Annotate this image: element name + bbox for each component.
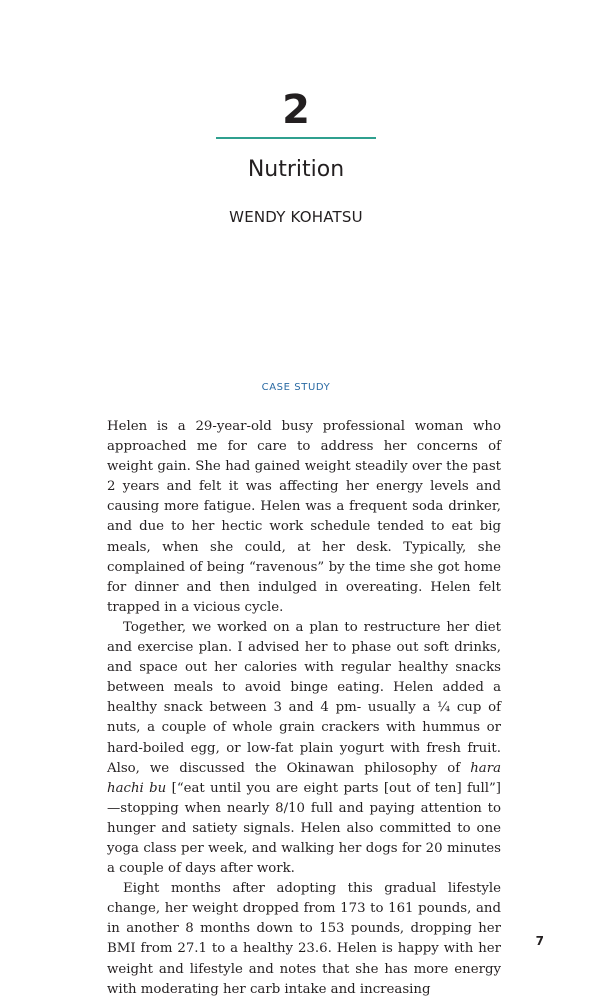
paragraph-2-text-b: [“eat until you are eight parts [out of ten] full”]—stopping when nearly 8/10 full and paying attention to hunger and satiety signals. Helen also committed to one yoga class per week, and walking her dogs for 20 minutes a couple of days after work. — [107, 780, 501, 877]
page-number: 7 — [535, 934, 544, 948]
paragraph-2-text-a: Together, we worked on a plan to restructure her diet and exercise plan. I advised her to phase out soft drinks, and space out her calories with regular healthy snacks between meals to avoid binge eating. Helen added a healthy snack between 3 and 4 pm- usually a ¼ cup of nuts, a couple of whole grain crackers with hummus or hard-boiled egg, or low-fat plain yogurt with fresh fruit. Also, we discussed the Okinawan philosophy of — [107, 619, 501, 776]
case-study-body — [107, 417, 501, 1000]
paragraph-2-italic-term: hara hachi bu — [107, 760, 501, 796]
chapter-number: 2 — [282, 87, 310, 133]
chapter-divider — [216, 137, 376, 139]
chapter-title: Nutrition — [247, 157, 345, 182]
case-study-label: CASE STUDY — [261, 382, 331, 393]
chapter-author: WENDY KOHATSU — [229, 208, 363, 226]
paragraph-1: Helen is a 29-year-old busy professional woman who approached me for care to address her concerns of weight gain. She had gained weight steadily over the past 2 years and felt it was affecting her energy levels and causing more fatigue. Helen was a frequent soda drinker, and due to her hectic work schedule tended to eat big meals, when she could, at her desk. Typically, she complained of being “ravenous” by the time she got home for dinner and then indulged in overeating. Helen felt trapped in a vicious cycle. — [107, 419, 501, 615]
paragraph-3: Eight months after adopting this gradual lifestyle change, her weight dropped from 173 to 161 pounds, and in another 8 months down to 153 pounds, dropping her BMI from 27.1 to a healthy 23.6. Helen is happy with her weight and lifestyle and notes that she has more energy with moderating her carb intake and increasing — [107, 881, 501, 997]
paragraph-2 — [107, 618, 501, 879]
